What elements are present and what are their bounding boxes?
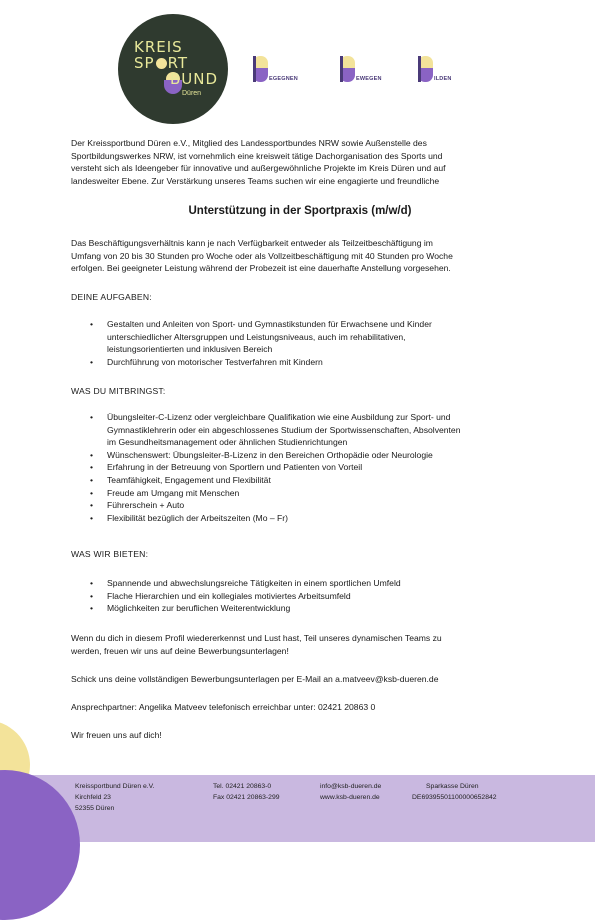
item-line: Möglichkeiten zur beruflichen Weiterentwicklung [107, 603, 291, 614]
list-item [71, 449, 521, 462]
tasks-list [71, 318, 521, 368]
footer-bank-name: Sparkasse Düren [426, 783, 479, 790]
closing-paragraph [71, 632, 529, 657]
claim-text-bilden: ILDEN [434, 76, 452, 82]
application-instructions: Schick uns deine vollständigen Bewerbungsunterlagen per E-Mail an a.matveev@ksb-dueren.de [71, 674, 439, 684]
footer-fax: Fax 02421 20863-299 [213, 794, 280, 801]
logo-line-1: KREIS [134, 38, 183, 56]
intro-paragraph [71, 137, 529, 187]
logo-line-2a: SP [134, 54, 155, 72]
claim-bilden [418, 56, 468, 86]
bullet-icon: • [90, 578, 94, 588]
sign-off: Wir freuen uns auf dich! [71, 730, 162, 740]
footer-online [320, 781, 381, 803]
kreissportbund-logo [118, 14, 228, 124]
bullet-icon: • [90, 319, 94, 329]
logo-subtitle: Düren [182, 90, 202, 97]
intro-line: Der Kreissportbund Düren e.V., Mitglied des Landessportbundes NRW sowie Außenstelle des [71, 138, 427, 148]
list-item [71, 590, 521, 603]
closing-line: Wenn du dich in diesem Profil wiedererkennst und Lust hast, Teil unseres dynamischen Teams zu [71, 633, 442, 643]
item-line: Gymnastiklehrerin oder ein abgeschlossenes Studium der Sportwissenschaften, Absolventen [107, 424, 461, 435]
list-item [71, 318, 521, 356]
tasks-heading: DEINE AUFGABEN: [71, 292, 152, 302]
item-line: leistungsorientierten und inklusiven Bereich [107, 344, 273, 355]
footer-city: 52355 Düren [75, 805, 115, 812]
list-item [71, 577, 521, 590]
item-line: Erfahrung in der Betreuung von Sportlern und Patienten von Vorteil [107, 462, 363, 473]
list-item [71, 512, 521, 525]
item-line: Flexibilität bezüglich der Arbeitszeiten (Mo – Fr) [107, 512, 289, 523]
item-line: Gestalten und Anleiten von Sport- und Gymnastikstunden für Erwachsene und Kinder [107, 319, 432, 329]
employment-line: Umfang von 20 bis 30 Stunden pro Woche oder als Vollzeitbeschäftigung mit 40 Stunden pro Woche [71, 250, 453, 261]
bullet-icon: • [90, 487, 94, 498]
bullet-icon: • [90, 474, 94, 485]
footer-phone [213, 781, 280, 803]
job-title: Unterstützung in der Sportpraxis (m/w/d) [188, 205, 412, 217]
list-item [71, 461, 521, 474]
list-item [71, 602, 521, 615]
bullet-icon: • [90, 356, 94, 367]
item-line: Führerschein + Auto [107, 500, 185, 511]
item-line: unterschiedlicher Altersgruppen und Leistungsniveaus, auch im rehabilitativen, [107, 331, 406, 342]
footer-address [75, 781, 154, 814]
intro-line: landesweiter Ebene. Zur Verstärkung unseres Teams suchen wir eine engagierte und freundliche [71, 175, 440, 186]
bullet-icon: • [90, 412, 94, 422]
item-line: Flache Hierarchien und ein kollegiales motiviertes Arbeitsumfeld [107, 590, 351, 601]
claim-b-stem [253, 56, 256, 82]
employment-line: erfolgen. Bei geeigneter Leistung während der Probezeit ist eine dauerhafte Anstellung vorgesehen. [71, 263, 451, 274]
employment-line: Das Beschäftigungsverhältnis kann je nach Verfügbarkeit entweder als Teilzeitbeschäftigung im [71, 238, 433, 248]
claim-begegnen [253, 56, 323, 86]
item-line: Übungsleiter-C-Lizenz oder vergleichbare Qualifikation wie eine Ausbildung zur Sport- und [107, 412, 451, 422]
list-item [71, 411, 521, 449]
item-line: Durchführung von motorischer Testverfahren mit Kindern [107, 356, 323, 367]
footer-street: Kirchfeld 23 [75, 794, 111, 801]
bullet-icon: • [90, 603, 94, 614]
item-line: im Gesundheitsmanagement oder ähnlichen Studienrichtungen [107, 437, 348, 448]
item-line: Spannende und abwechslungsreiche Tätigkeiten in einem sportlichen Umfeld [107, 578, 401, 588]
bullet-icon: • [90, 590, 94, 601]
bullet-icon: • [90, 500, 94, 511]
requirements-heading: WAS DU MITBRINGST: [71, 386, 166, 396]
employment-paragraph [71, 237, 529, 275]
requirements-list [71, 411, 521, 524]
item-line: Freude am Umgang mit Menschen [107, 487, 240, 498]
list-item [71, 499, 521, 512]
bullet-icon: • [90, 512, 94, 523]
logo-line-3: BUND [170, 70, 219, 88]
list-item [71, 356, 521, 369]
footer-org: Kreissportbund Düren e.V. [75, 783, 155, 790]
list-item [71, 487, 521, 500]
intro-line: versteht sich als Ideengeber für innovative und außergewöhnliche Projekte im Kreis Düren und auf [71, 163, 446, 174]
bullet-icon: • [90, 462, 94, 473]
footer-tel: Tel. 02421 20863-0 [213, 783, 272, 790]
logo-o-icon [156, 58, 167, 69]
claim-b-stem [418, 56, 421, 82]
claim-bewegen [340, 56, 400, 86]
logo-line-2b: RT [167, 54, 189, 72]
claim-text-bewegen: EWEGEN [356, 76, 382, 82]
claim-text-begegnen: EGEGNEN [269, 76, 298, 82]
footer-bank [412, 781, 497, 803]
footer-web-link[interactable]: www.ksb-dueren.de [320, 794, 380, 801]
offers-heading: WAS WIR BIETEN: [71, 549, 149, 559]
contact-person: Ansprechpartner: Angelika Matveev telefonisch erreichbar unter: 02421 20863 0 [71, 702, 376, 712]
bullet-icon: • [90, 449, 94, 460]
item-line: Teamfähigkeit, Engagement und Flexibilität [107, 474, 271, 485]
item-line: Wünschenswert: Übungsleiter-B-Lizenz in den Bereichen Orthopädie oder Neurologie [107, 449, 433, 460]
offers-list [71, 577, 521, 615]
intro-line: Sportbildungswerkes NRW, ist vornehmlich eine kreisweit tätige Dachorganisation des Sports und [71, 150, 443, 161]
list-item [71, 474, 521, 487]
footer-email-link[interactable]: info@ksb-dueren.de [320, 783, 382, 790]
footer-iban: DE69395501100000652842 [412, 794, 497, 801]
closing-line: werden, freuen wir uns auf deine Bewerbungsunterlagen! [71, 645, 289, 656]
claim-b-stem [340, 56, 343, 82]
